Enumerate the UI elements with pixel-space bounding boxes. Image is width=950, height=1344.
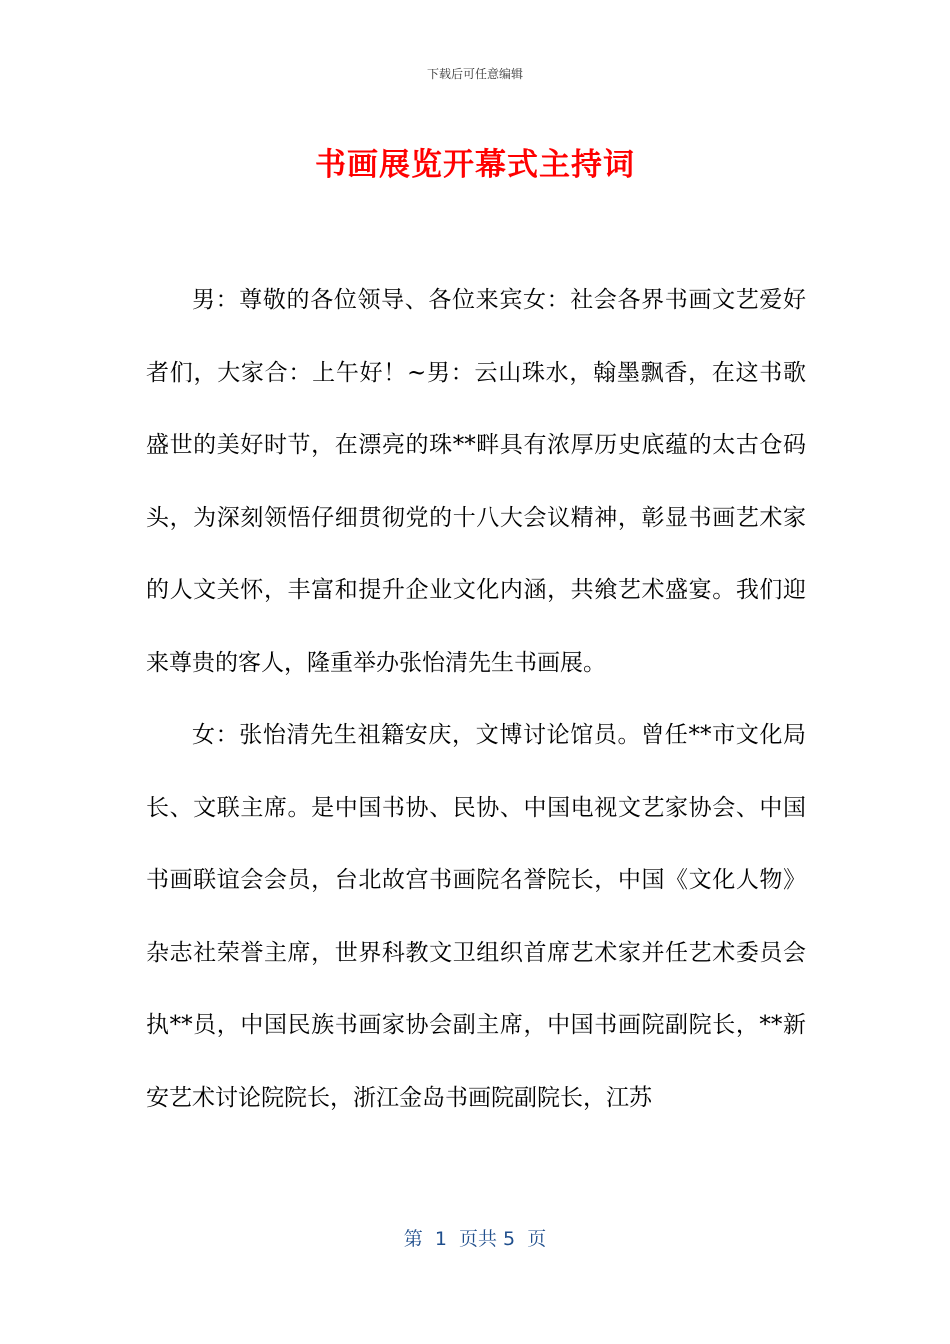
paragraph-2: 女：张怡清先生祖籍安庆，文博讨论馆员。曾任**市文化局长、文联主席。是中国书协、民协、中国电视文艺家协会、中国书画联谊会会员，台北故宫书画院名誉院长，中国《文化人物》杂志社荣誉主席，世界科教文卫组织首席艺术家并任艺术委员会执**员，中国民族书画家协会副主席，中国书画院副院长，**新安艺术讨论院院长，浙江金岛书画院副院长，江苏 [146, 722, 806, 1111]
paragraph-1: 男：尊敬的各位领导、各位来宾女：社会各界书画文艺爱好者们，大家合：上午好！~男：云山珠水，翰墨飘香，在这书歌盛世的美好时节，在漂亮的珠**畔具有浓厚历史底蕴的太古仓码头，为深刻领悟仔细贯彻党的十八大会议精神，彰显书画艺术家的人文关怀，丰富和提升企业文化内涵，共飨艺术盛宴。我们迎来尊贵的客人，隆重举办张怡清先生书画展。 [146, 287, 806, 676]
page-number-footer: 第 1 页共 5 页 [403, 1228, 547, 1250]
document-body [146, 264, 806, 1134]
document-title: 书画展览开幕式主持词 [315, 147, 635, 183]
header-note: 下载后可任意编辑 [426, 67, 523, 81]
